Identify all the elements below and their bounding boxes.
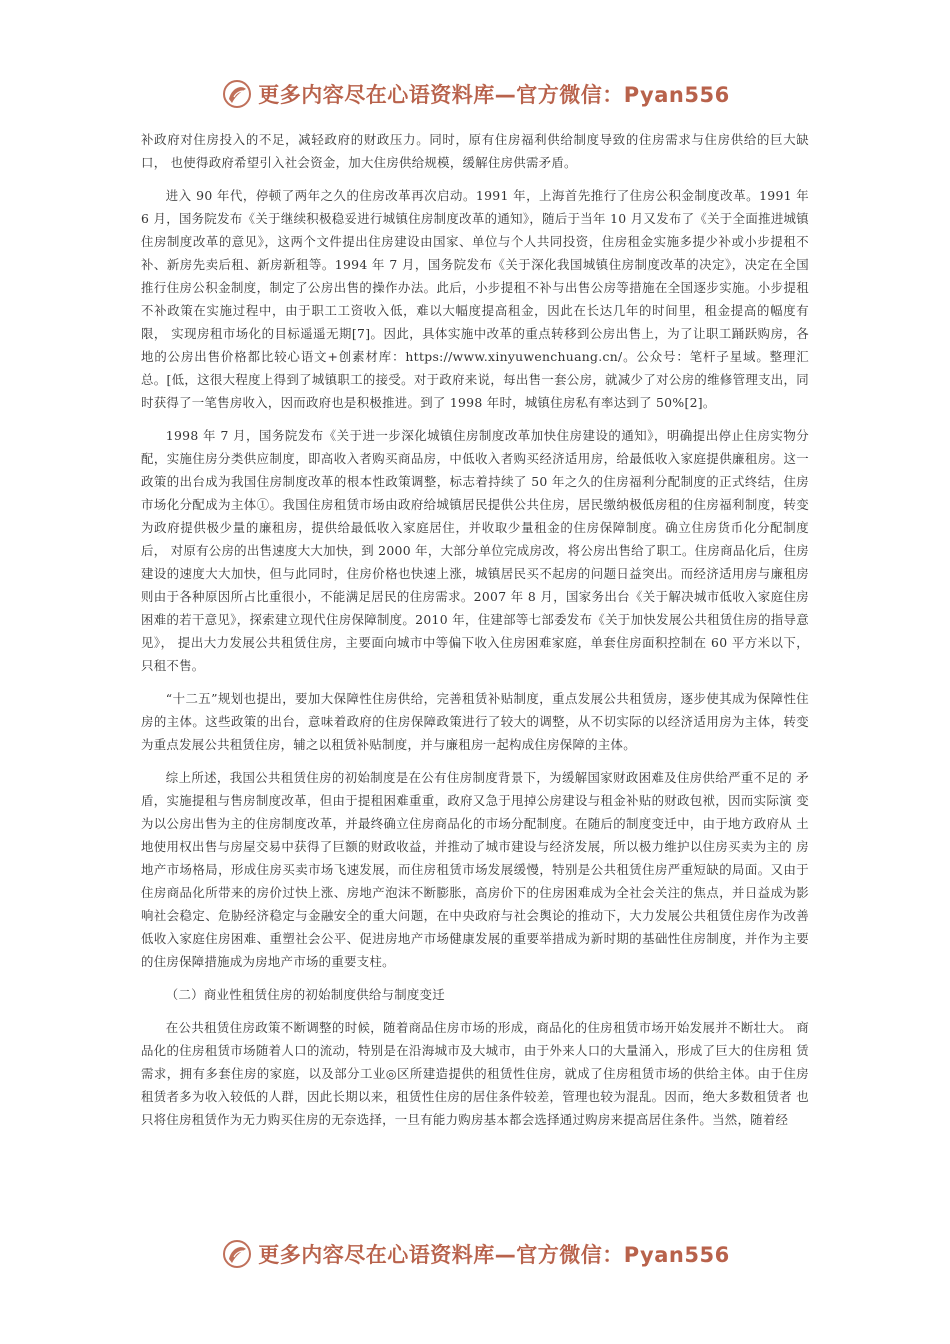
brand-logo-icon (220, 1237, 254, 1271)
footer-banner (0, 1234, 950, 1274)
document-body (141, 128, 809, 1131)
paragraph-3: 1998 年 7 月，国务院发布《关于进一步深化城镇住房制度改革加快住房建设的通知》，明确提出停止住房实物分配，实施住房分类供应制度，即高收入者购买商品房，中低收入者购买经济适用房，给最低收入家庭提供廉租房。这一政策的出台成为我国住房制度改革的根本性政策调整，标志着持续了 50 年之久的住房福利分配制度的正式终结，住房市场化分配成为主体①。我国住房租赁市场由政府给城镇居民提供公共住房，居民缴纳极低房租的住房福利制度，转变为政府提供极少量的廉租房，提供给最低收入家庭居住，并收取少量租金的住房保障制度。确立住房货币化分配制度后， 对原有公房的出售速度大大加快，到 2000 年，大部分单位完成房改，将公房出售给了职工。住房商品化后，住房建设的速度大大加快，但与此同时，住房价格也快速上涨，城镇居民买不起房的问题日益突出。而经济适用房与廉租房则由于各种原因所占比重很小，不能满足居民的住房需求。2007 年 8 月，国家务出台《关于解决城市低收入家庭住房困难的若干意见》，探索建立现代住房保障制度。2010 年，住建部等七部委发布《关于加快发展公共租赁住房的指导意见》， 提出大力发展公共租赁住房，主要面向城市中等偏下收入住房困难家庭，单套住房面积控制在 60 平方米以下，只租不售。 (141, 428, 809, 673)
banner-text: 更多内容尽在心语资料库—官方微信：Pyan556 (258, 83, 730, 107)
paragraph-6: 在公共租赁住房政策不断调整的时候，随着商品住房市场的形成，商品化的住房租赁市场开始发展并不断壮大。 商品化的住房租赁市场随着人口的流动，特别是在沿海城市及大城市，由于外来人口的大量涌入，形成了巨大的住房租 赁需求，拥有多套住房的家庭，以及部分工业◎区所建造提供的租赁性住房，就成了住房租赁市场的供给主体。由于住房租赁者多为收入较低的人群，因此长期以来，租赁性住房的居住条件较差，管理也较为混乱。因而，绝大多数租赁者 也只将住房租赁作为无力购买住房的无奈选择，一旦有能力购房基本都会选择通过购房来提高居住条件。当然，随着经 (141, 1020, 809, 1127)
brand-logo-icon (220, 77, 254, 111)
paragraph-5: 综上所述，我国公共租赁住房的初始制度是在公有住房制度背景下，为缓解国家财政困难及住房供给严重不足的 矛盾，实施提租与售房制度改革，但由于提租困难重重，政府又急于甩掉公房建设与租金补贴的财政包袱，因而实际演 变为以公房出售为主的住房制度改革，并最终确立住房商品化的市场分配制度。在随后的制度变迁中，由于地方政府从 土地使用权出售与房屋交易中获得了巨额的财政收益，并推动了城市建设与经济发展，所以极力维护以住房买卖为主的 房地产市场格局，形成住房买卖市场飞速发展，而住房租赁市场发展缓慢，特别是公共租赁住房严重短缺的局面。又由于住房商品化所带来的房价过快上涨、房地产泡沫不断膨胀，高房价下的住房困难成为全社会关注的焦点，并日益成为影响社会稳定、危胁经济稳定与金融安全的重大问题，在中央政府与社会舆论的推动下，大力发展公共租赁住房作为改善低收入家庭住房困难、重塑社会公平、促进房地产市场健康发展的重要举措成为新时期的基础性住房制度，并作为主要的住房保障措施成为房地产市场的重要支柱。 (141, 770, 809, 969)
paragraph-1: 补政府对住房投入的不足，减轻政府的财政压力。同时，原有住房福利供给制度导致的住房需求与住房供给的巨大缺口， 也使得政府希望引入社会资金，加大住房供给规模，缓解住房供需矛盾。 (141, 132, 809, 170)
paragraph-2: 进入 90 年代，停顿了两年之久的住房改革再次启动。1991 年，上海首先推行了住房公积金制度改革。1991 年 6 月，国务院发布《关于继续积极稳妥进行城镇住房制度改革的通知》，随后于当年 10 月又发布了《关于全面推进城镇住房制度改革的意见》，这两个文件提出住房建设由国家、单位与个人共同投资，住房租金实施多提少补或小步提租不补、新房先卖后租、新房新租等。1994 年 7 月，国务院发布《关于深化我国城镇住房制度改革的决定》，决定在全国推行住房公积金制度，制定了公房出售的操作办法。此后，小步提租不补与出售公房等措施在全国逐步实施。小步提租不补政策在实施过程中，由于职工工资收入低，难以大幅度提高租金，因此在长达几年的时间里，租金提高的幅度有限， 实现房租市场化的目标遥遥无期[7]。因此，具体实施中改革的重点转移到公房出售上，为了让职工踊跃购房，各地的公房出售价格都比较心语文+创素材库：https://www.xinyuwenchuang.cn/。公众号：笔杆子星域。整理汇总。[低，这很大程度上得到了城镇职工的接受。对于政府来说，每出售一套公房，就减少了对公房的维修管理支出，同时获得了一笔售房收入，因而政府也是积极推进。到了 1998 年时，城镇住房私有率达到了 50%[2]。 (141, 188, 809, 410)
paragraph-4: “十二五”规划也提出，要加大保障性住房供给，完善租赁补贴制度，重点发展公共租赁房，逐步使其成为保障性住 房的主体。这些政策的出台，意味着政府的住房保障政策进行了较大的调整，从不切实际的以经济适用房为主体，转变 为重点发展公共租赁住房，辅之以租赁补贴制度，并与廉租房一起构成住房保障的主体。 (141, 691, 809, 752)
header-banner (0, 74, 950, 114)
banner-text: 更多内容尽在心语资料库—官方微信：Pyan556 (258, 1243, 730, 1267)
section-heading: （二）商业性租赁住房的初始制度供给与制度变迁 (165, 987, 445, 1002)
